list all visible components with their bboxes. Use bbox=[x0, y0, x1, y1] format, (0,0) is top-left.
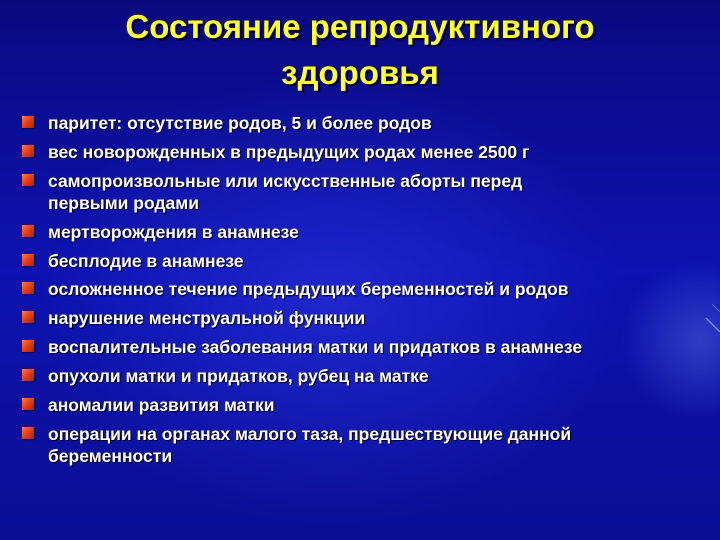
square-bullet-icon bbox=[22, 311, 34, 323]
list-item bbox=[22, 221, 712, 243]
square-bullet-icon bbox=[22, 340, 34, 352]
square-bullet-icon bbox=[22, 174, 34, 186]
square-bullet-icon bbox=[22, 116, 34, 128]
list-item bbox=[22, 307, 712, 329]
slide-title bbox=[0, 4, 720, 96]
slide-title-line-1: Состояние репродуктивного bbox=[125, 8, 595, 45]
list-item bbox=[22, 365, 712, 387]
list-item-text: аномалии развития матки bbox=[48, 395, 275, 416]
list-item-text-continued: беременности bbox=[48, 445, 173, 466]
list-item-text: воспалительные заболевания матки и придатков в анамнезе bbox=[48, 337, 583, 358]
square-bullet-icon bbox=[22, 398, 34, 410]
list-item-text: паритет: отсутствие родов, 5 и более родов bbox=[48, 113, 432, 133]
list-item-text: мертворождения в анамнезе bbox=[48, 221, 299, 242]
list-item bbox=[22, 394, 712, 416]
slide-title-line-2: здоровья bbox=[281, 54, 439, 91]
list-item bbox=[22, 170, 712, 214]
list-item-text: бесплодие в анамнезе bbox=[48, 250, 244, 271]
list-item-text: самопроизвольные или искусственные аборты перед bbox=[48, 170, 523, 191]
list-item-text: операции на органах малого таза, предшествующие данной bbox=[48, 423, 572, 444]
list-item bbox=[22, 141, 712, 163]
list-item-text: нарушение менструальной функции bbox=[48, 308, 366, 329]
square-bullet-icon bbox=[22, 369, 34, 381]
risk-factor-list bbox=[22, 112, 712, 474]
list-item-text: вес новорожденных в предыдущих родах менее 2500 г bbox=[48, 141, 530, 162]
list-item-text: осложненное течение предыдущих беременностей и родов bbox=[48, 279, 569, 300]
square-bullet-icon bbox=[22, 225, 34, 237]
list-item bbox=[22, 250, 712, 272]
list-item bbox=[22, 278, 712, 300]
list-item bbox=[22, 336, 712, 358]
square-bullet-icon bbox=[22, 427, 34, 439]
square-bullet-icon bbox=[22, 145, 34, 157]
square-bullet-icon bbox=[22, 282, 34, 294]
list-item bbox=[22, 112, 712, 134]
square-bullet-icon bbox=[22, 254, 34, 266]
list-item-text: опухоли матки и придатков, рубец на матке bbox=[48, 366, 429, 387]
list-item bbox=[22, 423, 712, 467]
list-item-text-continued: первыми родами bbox=[48, 192, 199, 213]
